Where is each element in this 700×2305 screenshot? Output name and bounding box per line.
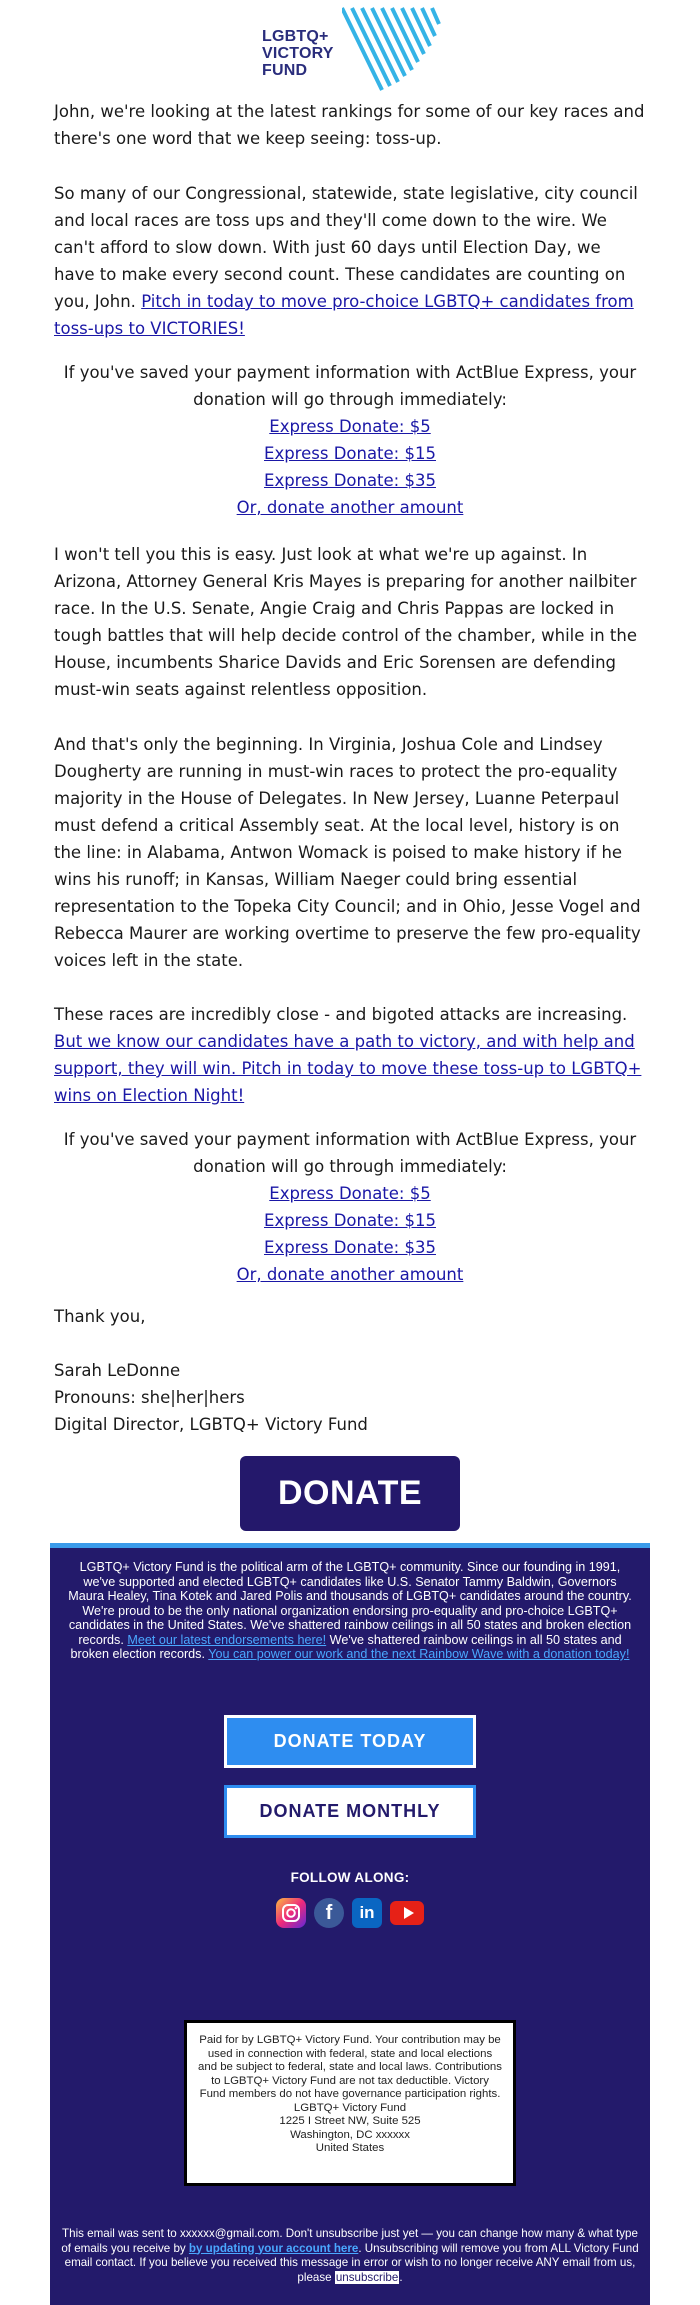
- pitch-in-link[interactable]: Pitch in today to move pro-choice LGBTQ+ candidates from toss-ups to VICTORIES!: [54, 292, 634, 338]
- intro-paragraph: John, we're looking at the latest rankings for some of our key races and there's one word that we keep seeing: toss-up.: [54, 102, 645, 148]
- victory-fund-logo[interactable]: [262, 6, 442, 92]
- donate-other-amount-link[interactable]: Or, donate another amount: [236, 1265, 464, 1284]
- donate-today-button[interactable]: DONATE TODAY: [224, 1715, 476, 1768]
- unsubscribe-notice: This email was sent to xxxxxx@gmail.com. Don't unsubscribe just yet — you can change how many & what type of emails you receive by by updating your account here. Unsubscribing will remove you from ALL Victory Fund email contact. If you believe you received this message in error or wish to no longer receive ANY email from us, please unsubscribe.: [61, 2227, 639, 2284]
- thanks-line: Thank you,: [54, 1307, 146, 1326]
- express-donate-15-link[interactable]: Express Donate: $15: [264, 1211, 436, 1230]
- address-line: United States: [315, 2142, 385, 2154]
- donate-button[interactable]: DONATE: [240, 1456, 460, 1531]
- express-donate-35-link[interactable]: Express Donate: $35: [264, 471, 436, 490]
- donation-today-link[interactable]: You can power our work and the next Rainbow Wave with a donation today!: [208, 1647, 630, 1661]
- express-donate-35-link[interactable]: Express Donate: $35: [264, 1238, 436, 1257]
- express-donate-5-link[interactable]: Express Donate: $5: [269, 417, 431, 436]
- linkedin-icon[interactable]: in: [352, 1898, 382, 1928]
- footer-about-text: LGBTQ+ Victory Fund is the political arm of the LGBTQ+ community. Since our founding in 1991, we've supported and elected LGBTQ+ candidates like U.S. Senator Tammy Baldwin, Governors Maura Healey, Tina Kotek and Jared Polis and thousands of LGBTQ+ candidates around the country. We're proud to be the only national organization endorsing pro-equality and pro-choice LGBTQ+ candidates in the United States. We've shattered rainbow ceilings in all 50 states and broken election records. Meet our latest endorsements here! We've shattered rainbow ceilings in all 50 states and broken election records. You can power our work and the next Rainbow Wave with a donation today!: [68, 1560, 632, 1661]
- address-line: Washington, DC xxxxxx: [290, 2128, 410, 2141]
- donate-monthly-button[interactable]: DONATE MONTHLY: [224, 1785, 476, 1838]
- address-line: LGBTQ+ Victory Fund: [293, 2101, 407, 2114]
- follow-along-label: FOLLOW ALONG:: [290, 1870, 410, 1885]
- express-note: If you've saved your payment information with ActBlue Express, your donation will go through immediately:: [63, 363, 637, 409]
- path-to-victory-link[interactable]: But we know our candidates have a path to victory, and with help and support, they will win. Pitch in today to move these toss-up to LGBTQ+ wins on Election Night!: [54, 1032, 642, 1105]
- youtube-icon[interactable]: [390, 1901, 424, 1925]
- update-account-link[interactable]: by updating your account here: [188, 2241, 359, 2255]
- paragraph-tossups: So many of our Congressional, statewide, state legislative, city council and local races are toss ups and they'll come down to the wire. We can't afford to slow down. With just 60 days until Election Day, we have to make every second count. These candidates are counting on you, John. Pitch in today to move pro-choice LGBTQ+ candidates from toss-ups to VICTORIES!: [54, 184, 638, 338]
- express-donate-5-link[interactable]: Express Donate: $5: [269, 1184, 431, 1203]
- express-donate-block-1: [54, 359, 646, 521]
- signoff: [54, 1303, 646, 1438]
- footer-divider: [50, 1543, 650, 1548]
- paragraph-challenges: I won't tell you this is easy. Just look at what we're up against. In Arizona, Attorney General Kris Mayes is preparing for another nailbiter race. In the U.S. Senate, Angie Craig and Chris Pappas are locked in tough battles that will help decide control of the chamber, while in the House, incumbents Sharice Davids and Eric Sorensen are defending must-win seats against relentless opposition.: [54, 545, 638, 699]
- social-links: [276, 1895, 424, 1931]
- signer-name: Sarah LeDonne: [54, 1361, 181, 1380]
- unsubscribe-link[interactable]: unsubscribe: [335, 2270, 399, 2284]
- instagram-icon[interactable]: [276, 1898, 306, 1928]
- facebook-icon[interactable]: f: [314, 1898, 344, 1928]
- logo-wordmark: LGBTQ+ VICTORY FUND: [262, 28, 334, 79]
- signer-pronouns: Pronouns: she|her|hers: [54, 1388, 245, 1407]
- express-donate-15-link[interactable]: Express Donate: $15: [264, 444, 436, 463]
- paid-for-disclaimer: Paid for by LGBTQ+ Victory Fund. Your contribution may be used in connection with federal, state and local elections and be subject to federal, state and local laws. Contributions to LGBTQ+ Victory Fund are not tax deductible. Victory Fund members do not have governance participation rights. LGBTQ+ Victory Fund 1225 I Street NW, Suite 525 Washington, DC xxxxxx United States: [184, 2020, 516, 2186]
- endorsements-link[interactable]: Meet our latest endorsements here!: [127, 1632, 327, 1647]
- donate-other-amount-link[interactable]: Or, donate another amount: [236, 498, 464, 517]
- logo-v-mark-icon: [342, 6, 442, 92]
- footer: [50, 1543, 650, 2305]
- paragraph-races: And that's only the beginning. In Virginia, Joshua Cole and Lindsey Dougherty are running in must-win races to protect the pro-equality majority in the House of Delegates. In New Jersey, Luanne Peterpaul must defend a critical Assembly seat. At the local level, history is on the line: in Alabama, Antwon Womack is poised to make history if he wins his runoff; in Kansas, William Naeger could bring essential representation to the Topeka City Council; and in Ohio, Jesse Vogel and Rebecca Maurer are working overtime to preserve the few pro-equality voices left in the state.: [54, 735, 641, 970]
- address-line: 1225 I Street NW, Suite 525: [279, 2115, 421, 2127]
- express-note: If you've saved your payment information with ActBlue Express, your donation will go through immediately:: [63, 1130, 637, 1176]
- paragraph-close-races: These races are incredibly close - and bigoted attacks are increasing. But we know our candidates have a path to victory, and with help and support, they will win. Pitch in today to move these toss-up to LGBTQ+ wins on Election Night!: [54, 1005, 642, 1105]
- signer-title: Digital Director, LGBTQ+ Victory Fund: [54, 1415, 368, 1434]
- express-donate-block-2: [54, 1126, 646, 1288]
